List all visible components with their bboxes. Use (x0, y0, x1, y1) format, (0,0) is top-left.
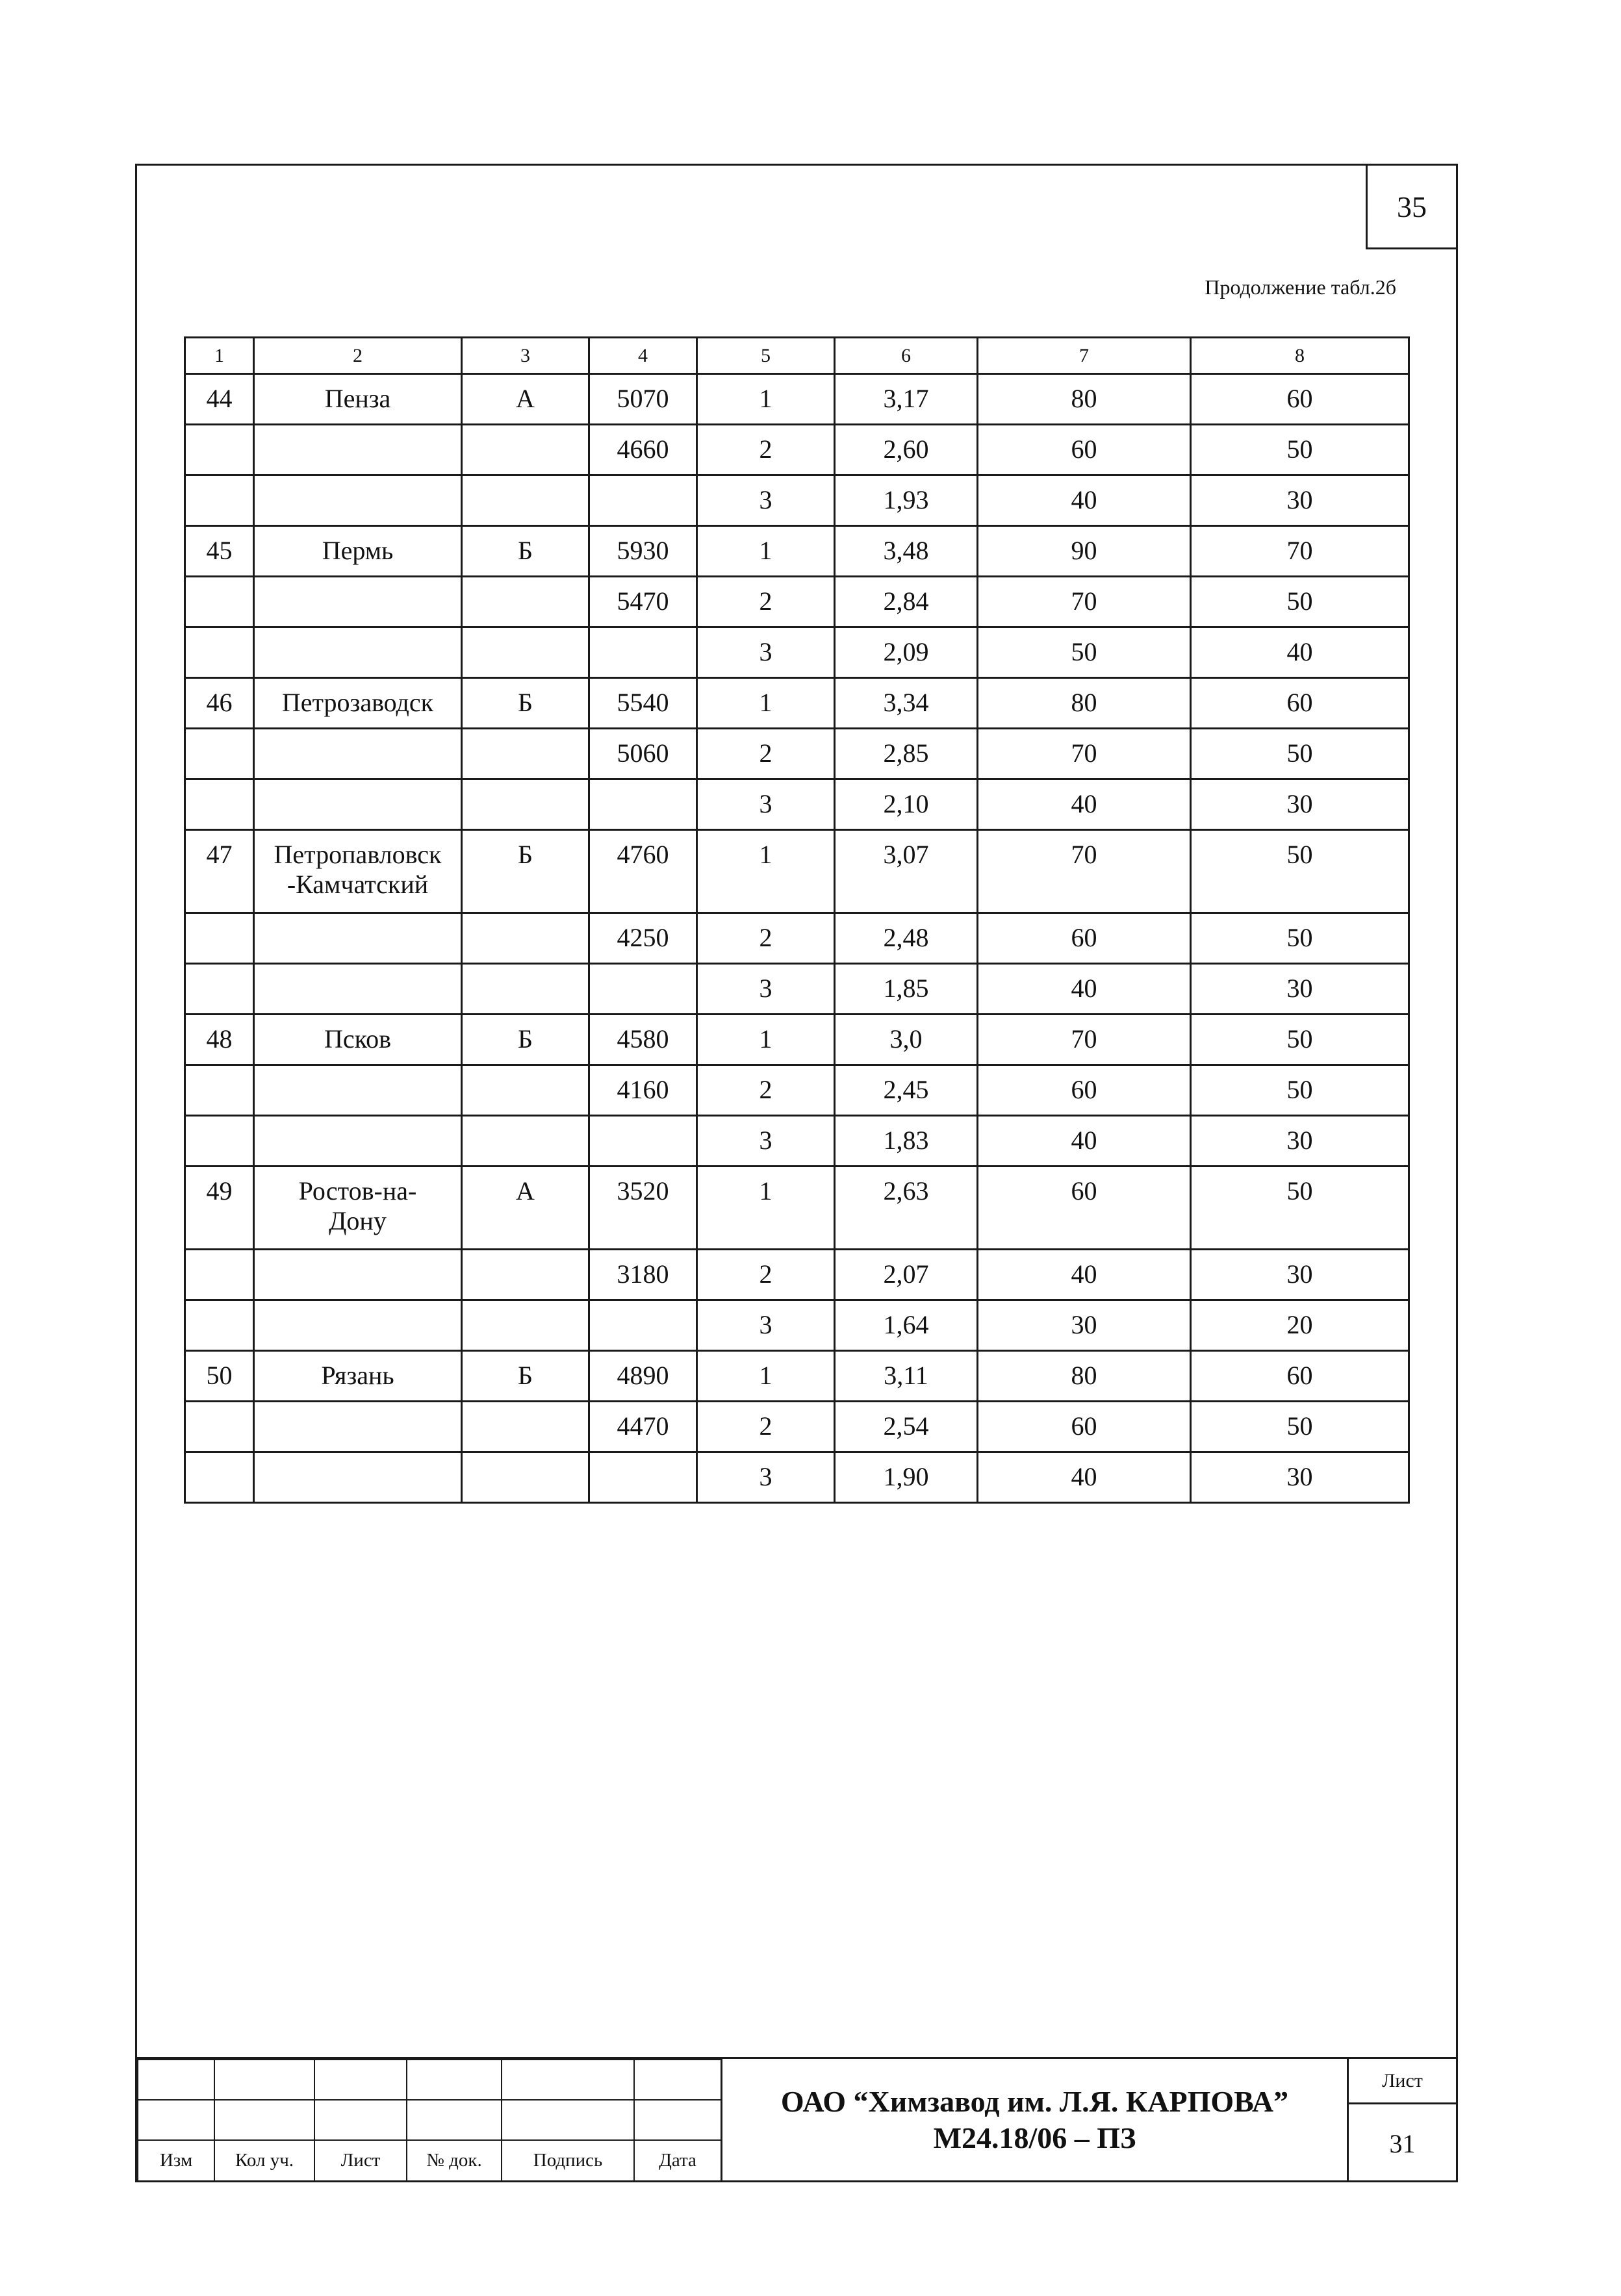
table-cell: 3 (697, 1116, 835, 1167)
stamp-cell (407, 2060, 502, 2100)
table-cell: 3180 (589, 1250, 697, 1300)
table-cell: Пермь (254, 526, 462, 577)
table-cell (589, 475, 697, 526)
table-cell: 49 (185, 1167, 254, 1250)
table-cell: 1 (697, 1167, 835, 1250)
table-cell (254, 1065, 462, 1116)
table-cell (185, 729, 254, 779)
table-cell: 5070 (589, 374, 697, 425)
table-cell: 50 (978, 627, 1191, 678)
table-cell: 5540 (589, 678, 697, 729)
table-cell: 30 (1191, 1452, 1409, 1503)
table-cell: 1,90 (835, 1452, 978, 1503)
header-cell: 3 (462, 338, 589, 374)
stamp-label-date: Дата (634, 2140, 721, 2181)
table-cell (462, 577, 589, 627)
table-cell: 3,34 (835, 678, 978, 729)
table-cell (254, 425, 462, 475)
table-cell (254, 779, 462, 830)
table-row (185, 729, 1409, 779)
stamp-grid (137, 2059, 722, 2182)
table-cell: 40 (978, 964, 1191, 1015)
table-cell (185, 1452, 254, 1503)
table-cell (185, 1250, 254, 1300)
sheet-label: Лист (1349, 2059, 1456, 2104)
table-row (185, 913, 1409, 964)
table-cell: 2,48 (835, 913, 978, 964)
table-cell: 3,0 (835, 1015, 978, 1065)
table-cell: А (462, 374, 589, 425)
table-cell: 1 (697, 374, 835, 425)
table-cell (462, 627, 589, 678)
stamp-cell (407, 2100, 502, 2140)
table-cell: 50 (1191, 913, 1409, 964)
table-cell (462, 1250, 589, 1300)
table-cell: 2,60 (835, 425, 978, 475)
table-row (185, 1300, 1409, 1351)
header-cell: 7 (978, 338, 1191, 374)
table-cell: 50 (1191, 729, 1409, 779)
table-cell (254, 964, 462, 1015)
table-cell (254, 627, 462, 678)
table-cell (254, 913, 462, 964)
table-cell: 30 (1191, 964, 1409, 1015)
stamp-label-list: Лист (314, 2140, 407, 2181)
table-cell: Псков (254, 1015, 462, 1065)
table-cell: 2 (697, 1250, 835, 1300)
table-cell: 3,07 (835, 830, 978, 913)
stamp-cell (502, 2060, 634, 2100)
table-cell: 2,85 (835, 729, 978, 779)
table-cell: 3,48 (835, 526, 978, 577)
table-cell: 48 (185, 1015, 254, 1065)
table-cell (462, 1065, 589, 1116)
table-cell: 60 (978, 1402, 1191, 1452)
table-cell (254, 1402, 462, 1452)
document-code: М24.18/06 – ПЗ (933, 2121, 1136, 2154)
table-row (185, 627, 1409, 678)
table-cell: 50 (1191, 1015, 1409, 1065)
table-cell: 3 (697, 1452, 835, 1503)
stamp-cell (502, 2100, 634, 2140)
table-cell: 45 (185, 526, 254, 577)
stamp-cell (138, 2060, 214, 2100)
table-row (185, 779, 1409, 830)
table-cell: 3520 (589, 1167, 697, 1250)
table-cell: 5060 (589, 729, 697, 779)
table-cell: 50 (1191, 1065, 1409, 1116)
stamp-cell (634, 2060, 721, 2100)
table-cell: 60 (1191, 374, 1409, 425)
table-cell: Рязань (254, 1351, 462, 1402)
table-cell (589, 627, 697, 678)
table-cell: 5470 (589, 577, 697, 627)
header-cell: 2 (254, 338, 462, 374)
table-cell: 44 (185, 374, 254, 425)
header-cell: 4 (589, 338, 697, 374)
table-cell: 1,64 (835, 1300, 978, 1351)
table-cell (185, 577, 254, 627)
table-cell: 2 (697, 577, 835, 627)
table-cell: 70 (978, 830, 1191, 913)
table-cell: А (462, 1167, 589, 1250)
table-cell (254, 1250, 462, 1300)
table-cell (185, 627, 254, 678)
table-cell: 70 (1191, 526, 1409, 577)
header-cell: 5 (697, 338, 835, 374)
table-cell: 50 (1191, 830, 1409, 913)
table-cell: 30 (1191, 1250, 1409, 1300)
table-cell: 4760 (589, 830, 697, 913)
table-cell: Петропавловск -Камчатский (254, 830, 462, 913)
table-cell (185, 425, 254, 475)
table-cell: 40 (978, 779, 1191, 830)
header-row (185, 338, 1409, 374)
table-cell: 2 (697, 729, 835, 779)
table-cell: 80 (978, 1351, 1191, 1402)
table-cell: 1,93 (835, 475, 978, 526)
table-cell: 1 (697, 830, 835, 913)
table-cell: 2,54 (835, 1402, 978, 1452)
table-cell: 70 (978, 1015, 1191, 1065)
table-cell (254, 1116, 462, 1167)
table-row (185, 830, 1409, 913)
sheet-number: 31 (1389, 2128, 1416, 2158)
table-cell: 40 (978, 475, 1191, 526)
table-row (185, 1065, 1409, 1116)
table-cell: 46 (185, 678, 254, 729)
table-cell: 3 (697, 627, 835, 678)
table-cell: 30 (1191, 1116, 1409, 1167)
page-number: 35 (1366, 164, 1458, 249)
table-caption: Продолжение табл.2б (1205, 275, 1396, 299)
table-cell: 40 (978, 1250, 1191, 1300)
header-cell: 6 (835, 338, 978, 374)
stamp-cell (138, 2100, 214, 2140)
header-cell: 8 (1191, 338, 1409, 374)
table-cell: 60 (978, 913, 1191, 964)
table-cell: 1 (697, 526, 835, 577)
table-cell (254, 1452, 462, 1503)
organization-block (721, 2059, 1347, 2180)
stamp-label-izm: Изм (138, 2140, 214, 2181)
sheet-box (1347, 2059, 1456, 2180)
table-cell (462, 1452, 589, 1503)
table-cell: Б (462, 1351, 589, 1402)
table-row (185, 577, 1409, 627)
table-cell: 50 (1191, 577, 1409, 627)
organization-name: ОАО “Химзавод им. Л.Я. КАРПОВА” (780, 2084, 1289, 2118)
table-cell: Б (462, 526, 589, 577)
table-cell: 1 (697, 1015, 835, 1065)
table-cell (254, 729, 462, 779)
table-cell (589, 779, 697, 830)
table-cell: 50 (185, 1351, 254, 1402)
table-cell (254, 1300, 462, 1351)
table-cell: 4160 (589, 1065, 697, 1116)
table-cell: Петрозаводск (254, 678, 462, 729)
table-cell (185, 1065, 254, 1116)
table-cell (185, 964, 254, 1015)
table-cell: 30 (1191, 779, 1409, 830)
table-cell: 2 (697, 1065, 835, 1116)
table-cell: 4660 (589, 425, 697, 475)
table-cell: 2,45 (835, 1065, 978, 1116)
table-cell: 2 (697, 913, 835, 964)
stamp-cell (314, 2100, 407, 2140)
table-row (185, 964, 1409, 1015)
table-cell: 50 (1191, 425, 1409, 475)
table-cell (185, 1402, 254, 1452)
table-cell: 3 (697, 475, 835, 526)
table-cell: Б (462, 678, 589, 729)
table-cell: Ростов-на- Дону (254, 1167, 462, 1250)
table-cell (589, 1116, 697, 1167)
stamp-cell (214, 2100, 314, 2140)
table-cell: 70 (978, 577, 1191, 627)
header-cell: 1 (185, 338, 254, 374)
table-cell: 2 (697, 1402, 835, 1452)
table-cell (185, 779, 254, 830)
table-row (185, 526, 1409, 577)
table-cell: 3 (697, 1300, 835, 1351)
table-cell: 50 (1191, 1167, 1409, 1250)
table-cell: 60 (1191, 678, 1409, 729)
table-row (185, 475, 1409, 526)
table-cell: Б (462, 1015, 589, 1065)
stamp-cell (634, 2100, 721, 2140)
table-cell (462, 1402, 589, 1452)
table-cell: 60 (978, 425, 1191, 475)
table-cell: 20 (1191, 1300, 1409, 1351)
stamp-label-doc-number: № док. (407, 2140, 502, 2181)
table-cell: 2,63 (835, 1167, 978, 1250)
table-cell: 70 (978, 729, 1191, 779)
table-cell: 3 (697, 779, 835, 830)
table-cell (462, 913, 589, 964)
table-cell: 30 (978, 1300, 1191, 1351)
table-cell: 1,83 (835, 1116, 978, 1167)
table-cell (589, 1452, 697, 1503)
table-row (185, 1402, 1409, 1452)
table-cell: 2,84 (835, 577, 978, 627)
table-cell (185, 475, 254, 526)
table-cell: 5930 (589, 526, 697, 577)
table-row (185, 678, 1409, 729)
table-cell: 1 (697, 678, 835, 729)
table-cell: 47 (185, 830, 254, 913)
table-cell: 60 (1191, 1351, 1409, 1402)
table-cell: 40 (978, 1452, 1191, 1503)
table-cell: 4250 (589, 913, 697, 964)
table-cell: 60 (978, 1065, 1191, 1116)
table-cell: 1,85 (835, 964, 978, 1015)
stamp-label-signature: Подпись (502, 2140, 634, 2181)
table-cell: 40 (978, 1116, 1191, 1167)
table-cell: 80 (978, 678, 1191, 729)
table-row (185, 425, 1409, 475)
table-cell: 3,17 (835, 374, 978, 425)
table-cell (462, 779, 589, 830)
table-row (185, 1116, 1409, 1167)
table-cell: Б (462, 830, 589, 913)
table-cell: 2,07 (835, 1250, 978, 1300)
table-cell (254, 475, 462, 526)
table-cell: 2 (697, 425, 835, 475)
table-cell: 30 (1191, 475, 1409, 526)
table-cell: 4890 (589, 1351, 697, 1402)
table-cell: 50 (1191, 1402, 1409, 1452)
table-cell (462, 475, 589, 526)
data-table (184, 336, 1410, 1504)
table-row (185, 1015, 1409, 1065)
stamp-cell (314, 2060, 407, 2100)
table-cell (589, 964, 697, 1015)
table-cell: 40 (1191, 627, 1409, 678)
table-cell: 2,10 (835, 779, 978, 830)
table-row (185, 1351, 1409, 1402)
table-row (185, 374, 1409, 425)
table-cell: 60 (978, 1167, 1191, 1250)
table-cell (462, 1300, 589, 1351)
table-cell (589, 1300, 697, 1351)
table-cell (185, 913, 254, 964)
table-cell: 3,11 (835, 1351, 978, 1402)
stamp-label-kol-uch: Кол уч. (214, 2140, 314, 2181)
table-cell: Пенза (254, 374, 462, 425)
table-cell: 4580 (589, 1015, 697, 1065)
table-cell (185, 1300, 254, 1351)
title-block (135, 2057, 1458, 2182)
table-row (185, 1167, 1409, 1250)
stamp-cell (214, 2060, 314, 2100)
table-cell (462, 425, 589, 475)
table-cell: 4470 (589, 1402, 697, 1452)
table-row (185, 1452, 1409, 1503)
table-row (185, 1250, 1409, 1300)
table-cell (185, 1116, 254, 1167)
table-cell (254, 577, 462, 627)
table-cell: 90 (978, 526, 1191, 577)
table-cell: 1 (697, 1351, 835, 1402)
table-cell (462, 729, 589, 779)
table-cell: 2,09 (835, 627, 978, 678)
table-cell: 80 (978, 374, 1191, 425)
table-cell (462, 1116, 589, 1167)
table-cell (462, 964, 589, 1015)
table-cell: 3 (697, 964, 835, 1015)
